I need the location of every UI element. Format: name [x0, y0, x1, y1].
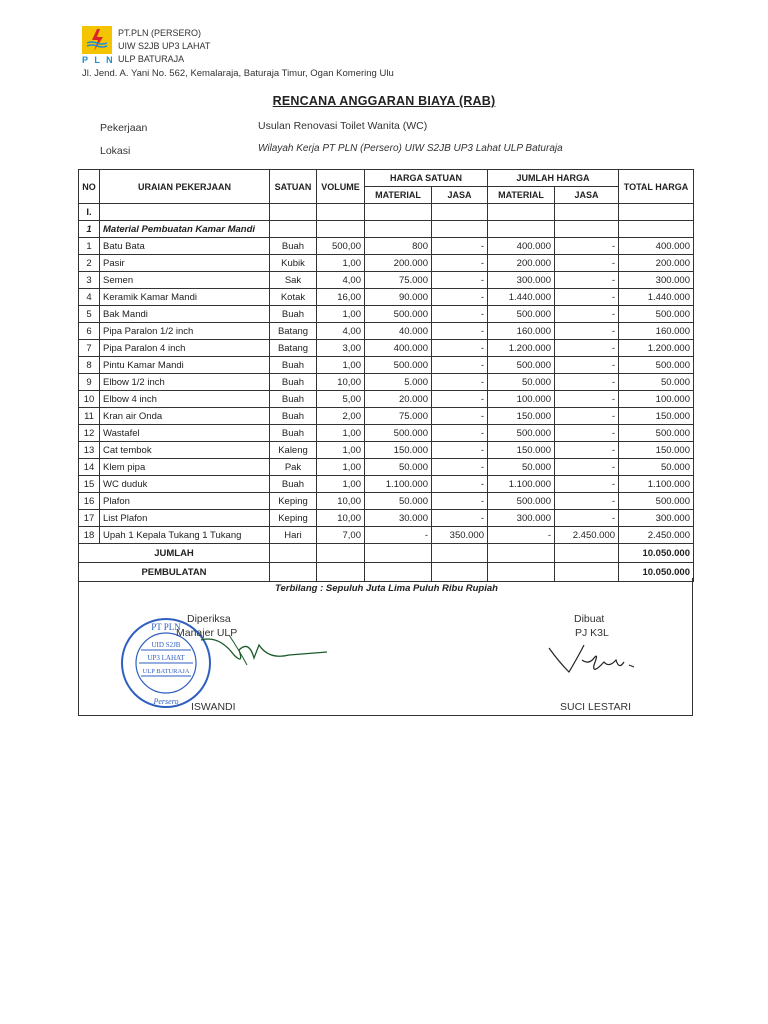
cell-hs-jasa: -: [432, 323, 488, 340]
cell-no: 14: [79, 459, 100, 476]
left-role1: Diperiksa: [187, 613, 231, 625]
cell-no: 16: [79, 493, 100, 510]
logo-caption: P L N: [82, 55, 115, 65]
cell-total: 500.000: [619, 493, 694, 510]
cell-total: 150.000: [619, 408, 694, 425]
cell-hs-material: 150.000: [365, 442, 432, 459]
cell-uraian: Pintu Kamar Mandi: [100, 357, 270, 374]
cell-satuan: Kaleng: [270, 442, 317, 459]
cell-jh-jasa: -: [555, 272, 619, 289]
cell-satuan: Kubik: [270, 255, 317, 272]
table-row: [79, 272, 694, 289]
cell-jh-jasa: -: [555, 442, 619, 459]
group-title: Material Pembuatan Kamar Mandi: [100, 221, 270, 238]
table-row: [79, 255, 694, 272]
cell-hs-jasa: -: [432, 476, 488, 493]
cell-uraian: Pasir: [100, 255, 270, 272]
table-row: [79, 357, 694, 374]
cell-no: 8: [79, 357, 100, 374]
cell-hs-jasa: -: [432, 289, 488, 306]
cell-uraian: Bak Mandi: [100, 306, 270, 323]
cell-volume: 1,00: [317, 306, 365, 323]
table-row: [79, 323, 694, 340]
cell-satuan: Kotak: [270, 289, 317, 306]
left-name: ISWANDI: [191, 701, 236, 713]
cell-uraian: WC duduk: [100, 476, 270, 493]
cell-hs-material: 75.000: [365, 272, 432, 289]
cell-satuan: Buah: [270, 357, 317, 374]
cell-total: 50.000: [619, 374, 694, 391]
pembulatan-value: 10.050.000: [619, 563, 694, 582]
cell-satuan: Buah: [270, 476, 317, 493]
cell-hs-jasa: -: [432, 391, 488, 408]
cell-no: 13: [79, 442, 100, 459]
jumlah-label: JUMLAH: [79, 544, 270, 563]
cell-hs-jasa: -: [432, 255, 488, 272]
cell-hs-jasa: -: [432, 442, 488, 459]
lokasi-label: Lokasi: [100, 145, 131, 157]
cell-volume: 1,00: [317, 255, 365, 272]
cell-total: 150.000: [619, 442, 694, 459]
cell-jh-jasa: -: [555, 493, 619, 510]
cell-uraian: Keramik Kamar Mandi: [100, 289, 270, 306]
cell-uraian: Pipa Paralon 1/2 inch: [100, 323, 270, 340]
cell-no: 10: [79, 391, 100, 408]
rab-table: [78, 169, 694, 582]
cell-satuan: Batang: [270, 340, 317, 357]
cell-hs-material: 40.000: [365, 323, 432, 340]
cell-total: 400.000: [619, 238, 694, 255]
cell-jh-material: 300.000: [488, 272, 555, 289]
cell-hs-material: 800: [365, 238, 432, 255]
cell-volume: 1,00: [317, 442, 365, 459]
cell-jh-jasa: -: [555, 238, 619, 255]
cell-hs-jasa: -: [432, 272, 488, 289]
cell-total: 200.000: [619, 255, 694, 272]
cell-no: 5: [79, 306, 100, 323]
cell-hs-jasa: -: [432, 459, 488, 476]
cell-uraian: Pipa Paralon 4 inch: [100, 340, 270, 357]
company-block: [118, 27, 210, 66]
cell-volume: 4,00: [317, 323, 365, 340]
cell-jh-material: 1.440.000: [488, 289, 555, 306]
pekerjaan-value: Usulan Renovasi Toilet Wanita (WC): [258, 120, 428, 132]
lokasi-value: Wilayah Kerja PT PLN (Persero) UIW S2JB UP3 Lahat ULP Baturaja: [258, 143, 563, 154]
table-row: [79, 391, 694, 408]
cell-no: 2: [79, 255, 100, 272]
cell-satuan: Keping: [270, 493, 317, 510]
cell-jh-jasa: -: [555, 459, 619, 476]
table-row: [79, 238, 694, 255]
header-jumlah-harga: JUMLAH HARGA: [488, 170, 619, 187]
cell-hs-material: 30.000: [365, 510, 432, 527]
stamp-text: UP3 LAHAT: [147, 654, 185, 662]
cell-satuan: Keping: [270, 510, 317, 527]
pembulatan-label: PEMBULATAN: [79, 563, 270, 582]
cell-jh-material: 500.000: [488, 425, 555, 442]
cell-no: 9: [79, 374, 100, 391]
header-no: NO: [79, 170, 100, 204]
cell-jh-material: 1.100.000: [488, 476, 555, 493]
cell-jh-material: 150.000: [488, 442, 555, 459]
header-harga-satuan: HARGA SATUAN: [365, 170, 488, 187]
cell-total: 500.000: [619, 425, 694, 442]
cell-uraian: Semen: [100, 272, 270, 289]
table-row: [79, 476, 694, 493]
cell-volume: 1,00: [317, 357, 365, 374]
cell-jh-material: 160.000: [488, 323, 555, 340]
cell-jh-jasa: -: [555, 391, 619, 408]
cell-uraian: Kran air Onda: [100, 408, 270, 425]
cell-hs-jasa: -: [432, 357, 488, 374]
cell-jh-jasa: -: [555, 374, 619, 391]
cell-total: 500.000: [619, 357, 694, 374]
cell-jh-material: 1.200.000: [488, 340, 555, 357]
cell-uraian: List Plafon: [100, 510, 270, 527]
cell-uraian: Upah 1 Kepala Tukang 1 Tukang: [100, 527, 270, 544]
cell-jh-material: 50.000: [488, 459, 555, 476]
table-row: [79, 459, 694, 476]
company-address: Jl. Jend. A. Yani No. 562, Kemalaraja, Baturaja Timur, Ogan Komering Ulu: [82, 68, 394, 79]
stamp-text: PT PLN: [151, 622, 181, 632]
cell-jh-jasa: -: [555, 306, 619, 323]
cell-volume: 1,00: [317, 425, 365, 442]
cell-total: 160.000: [619, 323, 694, 340]
cell-volume: 1,00: [317, 459, 365, 476]
cell-total: 1.200.000: [619, 340, 694, 357]
cell-no: 11: [79, 408, 100, 425]
cell-hs-material: 1.100.000: [365, 476, 432, 493]
cell-hs-material: 50.000: [365, 493, 432, 510]
cell-satuan: Buah: [270, 238, 317, 255]
cell-volume: 3,00: [317, 340, 365, 357]
cell-satuan: Sak: [270, 272, 317, 289]
cell-satuan: Buah: [270, 374, 317, 391]
cell-hs-material: -: [365, 527, 432, 544]
cell-satuan: Pak: [270, 459, 317, 476]
cell-uraian: Batu Bata: [100, 238, 270, 255]
cell-no: 18: [79, 527, 100, 544]
cell-jh-jasa: -: [555, 510, 619, 527]
cell-uraian: Elbow 1/2 inch: [100, 374, 270, 391]
header-volume: VOLUME: [317, 170, 365, 204]
group-row: [79, 221, 694, 238]
cell-hs-material: 50.000: [365, 459, 432, 476]
header-satuan: SATUAN: [270, 170, 317, 204]
cell-jh-jasa: -: [555, 476, 619, 493]
signature-left-icon: [199, 630, 329, 670]
cell-jh-material: 200.000: [488, 255, 555, 272]
right-role1: Dibuat: [574, 613, 605, 625]
cell-no: 12: [79, 425, 100, 442]
cell-volume: 10,00: [317, 493, 365, 510]
header-uraian: URAIAN PEKERJAAN: [100, 170, 270, 204]
pln-logo-icon: [82, 26, 112, 54]
table-row: [79, 425, 694, 442]
cell-satuan: Buah: [270, 306, 317, 323]
terbilang-section: [78, 578, 693, 716]
cell-satuan: Buah: [270, 408, 317, 425]
cell-total: 500.000: [619, 306, 694, 323]
cell-jh-jasa: -: [555, 425, 619, 442]
company-line: ULP BATURAJA: [118, 54, 185, 64]
table-row: [79, 493, 694, 510]
section-row: [79, 204, 694, 221]
cell-jh-jasa: 2.450.000: [555, 527, 619, 544]
cell-no: 17: [79, 510, 100, 527]
jumlah-value: 10.050.000: [619, 544, 694, 563]
cell-total: 300.000: [619, 510, 694, 527]
cell-uraian: Elbow 4 inch: [100, 391, 270, 408]
section-no: I.: [79, 204, 100, 221]
cell-total: 1.100.000: [619, 476, 694, 493]
cell-volume: 10,00: [317, 374, 365, 391]
header-total: TOTAL HARGA: [619, 170, 694, 204]
cell-hs-jasa: -: [432, 374, 488, 391]
cell-volume: 2,00: [317, 408, 365, 425]
cell-jh-material: -: [488, 527, 555, 544]
table-row: [79, 374, 694, 391]
cell-satuan: Buah: [270, 425, 317, 442]
table-row: [79, 408, 694, 425]
cell-jh-jasa: -: [555, 408, 619, 425]
cell-jh-material: 500.000: [488, 357, 555, 374]
right-role2: PJ K3L: [575, 627, 609, 639]
cell-uraian: Plafon: [100, 493, 270, 510]
table-row: [79, 340, 694, 357]
cell-jh-material: 500.000: [488, 493, 555, 510]
cell-volume: 7,00: [317, 527, 365, 544]
cell-total: 300.000: [619, 272, 694, 289]
cell-no: 6: [79, 323, 100, 340]
group-no: 1: [79, 221, 100, 238]
terbilang-text: Terbilang : Sepuluh Juta Lima Puluh Ribu Rupiah: [275, 583, 498, 594]
cell-hs-jasa: 350.000: [432, 527, 488, 544]
table-row: [79, 510, 694, 527]
cell-jh-jasa: -: [555, 255, 619, 272]
cell-no: 15: [79, 476, 100, 493]
cell-jh-material: 400.000: [488, 238, 555, 255]
header-hs-jasa: JASA: [432, 187, 488, 204]
cell-jh-material: 50.000: [488, 374, 555, 391]
cell-total: 2.450.000: [619, 527, 694, 544]
table-row: [79, 306, 694, 323]
cell-volume: 500,00: [317, 238, 365, 255]
cell-uraian: Klem pipa: [100, 459, 270, 476]
cell-no: 3: [79, 272, 100, 289]
cell-jh-jasa: -: [555, 289, 619, 306]
stamp-text: UID S2JB: [151, 641, 181, 649]
table-row: [79, 527, 694, 544]
header-jh-jasa: JASA: [555, 187, 619, 204]
cell-hs-jasa: -: [432, 340, 488, 357]
cell-satuan: Batang: [270, 323, 317, 340]
cell-no: 4: [79, 289, 100, 306]
cell-uraian: Wastafel: [100, 425, 270, 442]
cell-hs-material: 500.000: [365, 306, 432, 323]
company-line: PT.PLN (PERSERO): [118, 28, 202, 38]
cell-total: 1.440.000: [619, 289, 694, 306]
cell-jh-material: 150.000: [488, 408, 555, 425]
cell-volume: 1,00: [317, 476, 365, 493]
pekerjaan-label: Pekerjaan: [100, 122, 148, 134]
cell-volume: 16,00: [317, 289, 365, 306]
cell-total: 50.000: [619, 459, 694, 476]
cell-hs-material: 20.000: [365, 391, 432, 408]
cell-volume: 4,00: [317, 272, 365, 289]
cell-hs-material: 90.000: [365, 289, 432, 306]
cell-jh-material: 300.000: [488, 510, 555, 527]
cell-jh-jasa: -: [555, 357, 619, 374]
cell-hs-material: 200.000: [365, 255, 432, 272]
cell-satuan: Buah: [270, 391, 317, 408]
cell-hs-material: 5.000: [365, 374, 432, 391]
signature-right-icon: [544, 640, 644, 680]
cell-hs-jasa: -: [432, 306, 488, 323]
stamp-text: ULP BATURAJA: [142, 668, 190, 675]
header-jh-material: MATERIAL: [488, 187, 555, 204]
document-title: RENCANA ANGGARAN BIAYA (RAB): [272, 94, 496, 108]
cell-no: 1: [79, 238, 100, 255]
company-line: UIW S2JB UP3 LAHAT: [118, 41, 211, 51]
cell-hs-material: 500.000: [365, 425, 432, 442]
header-hs-material: MATERIAL: [365, 187, 432, 204]
cell-satuan: Hari: [270, 527, 317, 544]
table-row: [79, 289, 694, 306]
cell-hs-material: 500.000: [365, 357, 432, 374]
table-row: [79, 442, 694, 459]
cell-volume: 10,00: [317, 510, 365, 527]
cell-hs-jasa: -: [432, 408, 488, 425]
cell-volume: 5,00: [317, 391, 365, 408]
stamp-text: Persero: [153, 697, 179, 706]
cell-jh-jasa: -: [555, 340, 619, 357]
cell-jh-material: 500.000: [488, 306, 555, 323]
cell-hs-material: 75.000: [365, 408, 432, 425]
right-name: SUCI LESTARI: [560, 701, 631, 713]
cell-hs-jasa: -: [432, 510, 488, 527]
left-role2: Manajer ULP: [176, 627, 238, 639]
cell-hs-jasa: -: [432, 238, 488, 255]
cell-hs-jasa: -: [432, 493, 488, 510]
jumlah-row: [79, 544, 694, 563]
cell-hs-jasa: -: [432, 425, 488, 442]
cell-no: 7: [79, 340, 100, 357]
cell-total: 100.000: [619, 391, 694, 408]
cell-jh-jasa: -: [555, 323, 619, 340]
cell-hs-material: 400.000: [365, 340, 432, 357]
cell-jh-material: 100.000: [488, 391, 555, 408]
cell-uraian: Cat tembok: [100, 442, 270, 459]
